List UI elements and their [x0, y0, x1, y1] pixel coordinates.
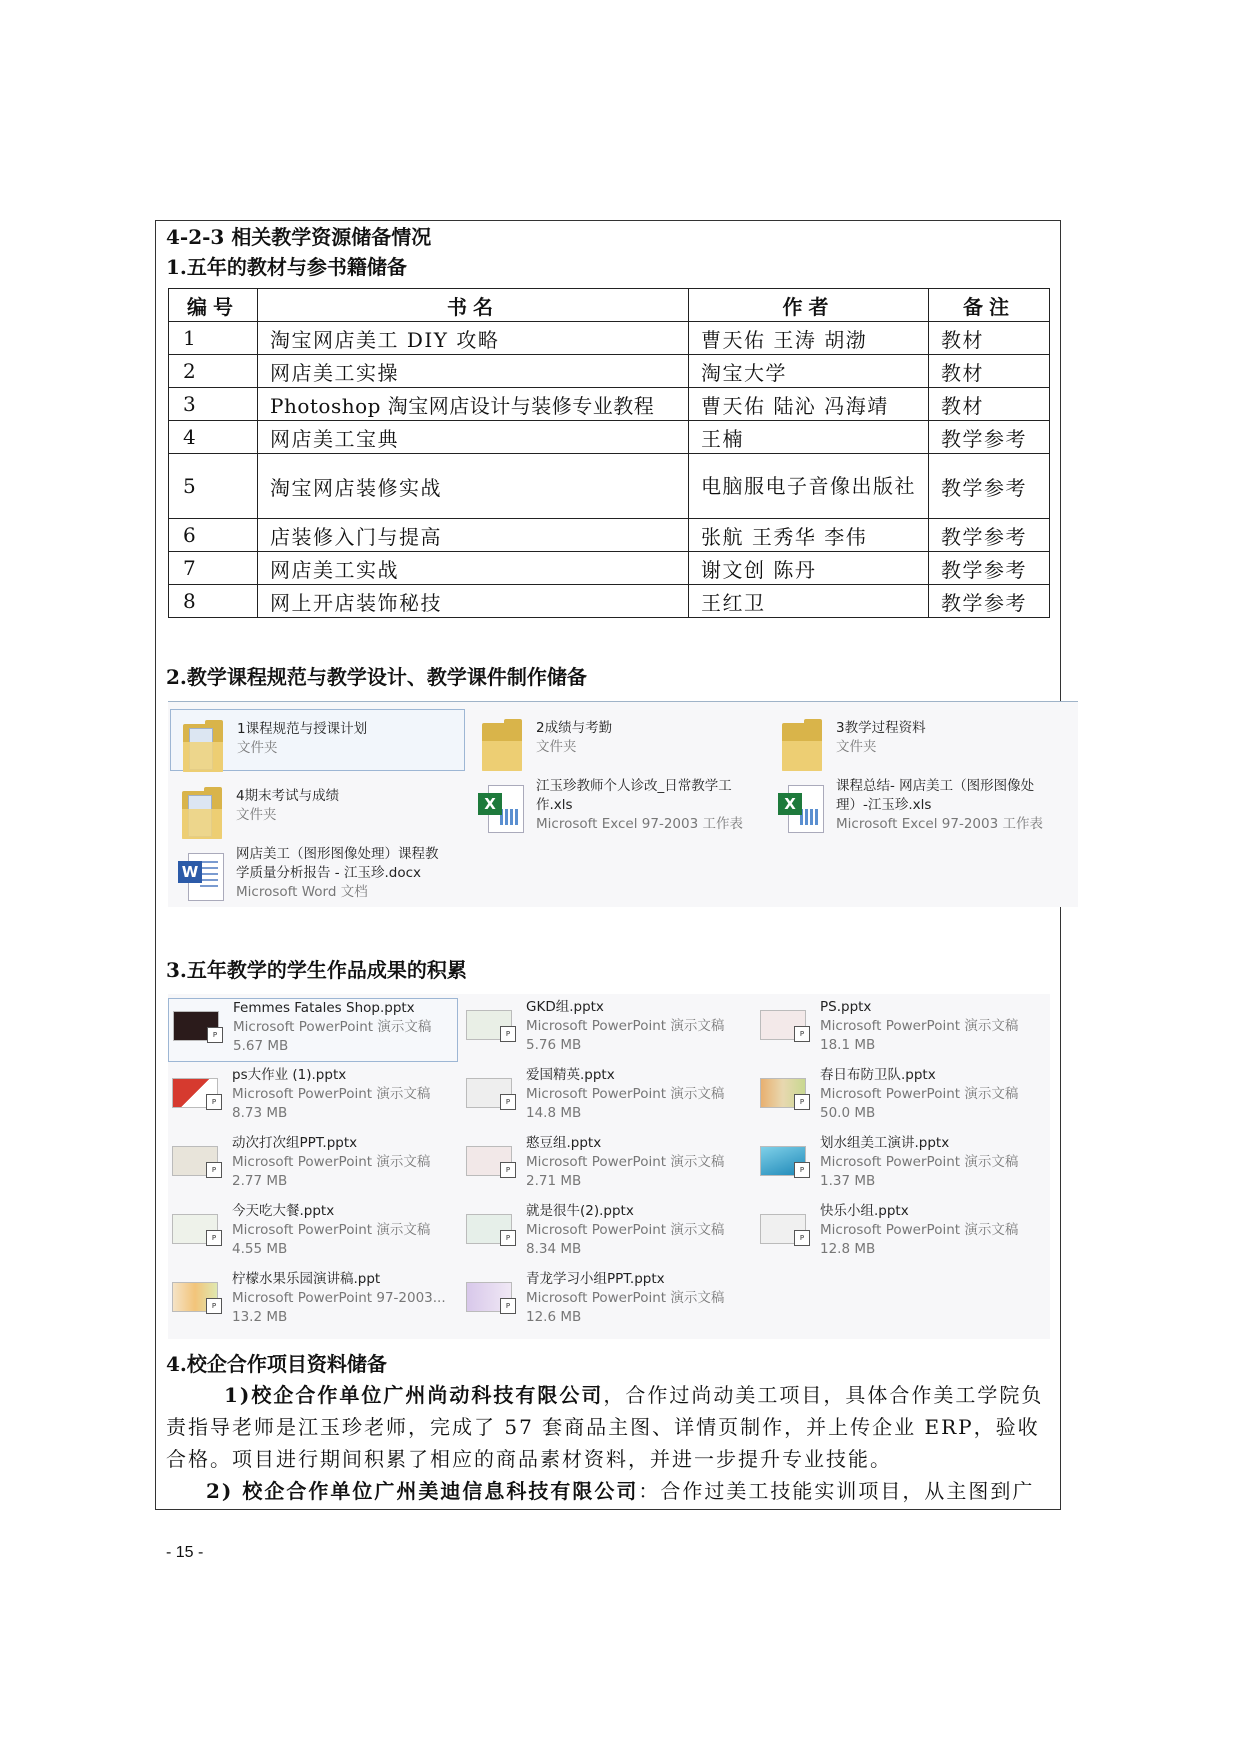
cell-number: 4 [169, 421, 258, 454]
file-name: 江玉珍教师个人诊改_日常教学工作.xls [536, 778, 732, 813]
file-type: Microsoft PowerPoint 97-2003... [232, 1290, 446, 1306]
file-type: Microsoft PowerPoint 演示文稿 [526, 1086, 725, 1102]
cell-author: 张航 王秀华 李伟 [689, 519, 929, 552]
file-type: 文件夹 [536, 739, 577, 755]
folder-icon [778, 717, 824, 773]
cell-number: 8 [169, 585, 258, 618]
books-table [168, 288, 1050, 618]
file-item[interactable] [470, 777, 763, 837]
file-type: Microsoft PowerPoint 演示文稿 [526, 1154, 725, 1170]
file-item[interactable] [170, 845, 463, 905]
paragraph-text: ：合作过美工技能实训项目，从主图到广 [638, 1479, 1035, 1503]
file-name: 青龙学习小组PPT.pptx [526, 1271, 665, 1287]
cell-title: 淘宝网店美工 DIY 攻略 [258, 322, 689, 355]
cell-title: 网店美工实战 [258, 552, 689, 585]
cell-author: 王楠 [689, 421, 929, 454]
folder-icon [178, 785, 224, 841]
file-type: Microsoft PowerPoint 演示文稿 [526, 1018, 725, 1034]
file-size: 13.2 MB [232, 1309, 288, 1325]
company-name: 2) 校企合作单位广州美迪信息科技有限公司 [206, 1479, 639, 1503]
section-title: 4-2-3 相关教学资源储备情况 [166, 225, 432, 249]
part4-title: 4.校企合作项目资料储备 [166, 1352, 387, 1376]
file-size: 12.6 MB [526, 1309, 582, 1325]
file-item[interactable] [168, 1202, 456, 1264]
table-header-row [169, 289, 1050, 322]
cell-note: 教学参考 [929, 421, 1050, 454]
file-type: Microsoft PowerPoint 演示文稿 [232, 1154, 431, 1170]
file-size: 14.8 MB [526, 1105, 582, 1121]
file-size: 8.73 MB [232, 1105, 288, 1121]
excel-icon: X [478, 785, 524, 835]
content-frame [155, 220, 1061, 1510]
file-item[interactable] [756, 1134, 1046, 1196]
file-explorer-student-works [168, 994, 1050, 1339]
file-name: 划水组美工演讲.pptx [820, 1135, 950, 1151]
file-size: 2.77 MB [232, 1173, 288, 1189]
file-name: 柠檬水果乐园演讲稿.ppt [232, 1271, 381, 1287]
file-type: Microsoft Word 文档 [236, 884, 368, 900]
file-item[interactable] [470, 709, 763, 769]
file-name: 就是很牛(2).pptx [526, 1203, 634, 1219]
table-row [169, 388, 1050, 421]
cell-number: 7 [169, 552, 258, 585]
file-type: Microsoft PowerPoint 演示文稿 [232, 1222, 431, 1238]
file-name: 2成绩与考勤 [536, 720, 613, 736]
cell-note: 教材 [929, 355, 1050, 388]
file-type: 文件夹 [237, 740, 278, 756]
table-row [169, 355, 1050, 388]
file-name: 4期末考试与成绩 [236, 788, 340, 804]
file-item[interactable] [756, 1202, 1046, 1264]
page-number: - 15 - [166, 1544, 204, 1561]
file-name: 快乐小组.pptx [820, 1203, 909, 1219]
file-item[interactable] [462, 998, 750, 1060]
cooperation-paragraph-1 [166, 1379, 1052, 1475]
cell-title: 网上开店装饰秘技 [258, 585, 689, 618]
ppt-thumbnail-icon: P [760, 1214, 810, 1246]
cell-number: 2 [169, 355, 258, 388]
file-name: PS.pptx [820, 999, 872, 1015]
ppt-thumbnail-icon: P [172, 1214, 222, 1246]
cell-note: 教学参考 [929, 585, 1050, 618]
cell-note: 教学参考 [929, 454, 1050, 519]
file-size: 12.8 MB [820, 1241, 876, 1257]
ppt-thumbnail-icon: P [466, 1214, 516, 1246]
file-type: Microsoft PowerPoint 演示文稿 [820, 1018, 1019, 1034]
part3-title: 3.五年教学的学生作品成果的积累 [166, 958, 467, 982]
excel-icon: X [778, 785, 824, 835]
cooperation-paragraph-2 [166, 1475, 1052, 1507]
file-item[interactable] [170, 709, 465, 771]
cell-number: 5 [169, 454, 258, 519]
ppt-thumbnail-icon: P [466, 1078, 516, 1110]
header-cell: 编号 [169, 289, 258, 322]
cell-author: 电脑服电子音像出版社 [689, 454, 929, 519]
table-row [169, 421, 1050, 454]
ppt-thumbnail-icon: P [466, 1282, 516, 1314]
cell-title: 网店美工实操 [258, 355, 689, 388]
cell-title: 店装修入门与提高 [258, 519, 689, 552]
file-type: Microsoft PowerPoint 演示文稿 [820, 1222, 1019, 1238]
file-size: 50.0 MB [820, 1105, 876, 1121]
part1-title: 1.五年的教材与参书籍储备 [166, 255, 407, 279]
file-item[interactable] [168, 1270, 456, 1332]
cell-author: 曹天佑 陆沁 冯海靖 [689, 388, 929, 421]
company-name: 1)校企合作单位广州尚动科技有限公司 [224, 1383, 604, 1407]
file-name: 课程总结- 网店美工（图形图像处理）-江玉珍.xls [836, 778, 1035, 813]
ppt-thumbnail-icon: P [172, 1282, 222, 1314]
table-row [169, 552, 1050, 585]
cell-author: 曹天佑 王涛 胡渤 [689, 322, 929, 355]
file-item[interactable] [770, 777, 1075, 837]
file-size: 1.37 MB [820, 1173, 876, 1189]
word-icon: W [178, 853, 224, 903]
table-row [169, 519, 1050, 552]
file-item[interactable] [462, 1066, 750, 1128]
file-name: 憨豆组.pptx [526, 1135, 602, 1151]
file-type: Microsoft PowerPoint 演示文稿 [233, 1019, 432, 1035]
file-item[interactable] [168, 998, 458, 1062]
file-name: GKD组.pptx [526, 999, 604, 1015]
file-name: 今天吃大餐.pptx [232, 1203, 335, 1219]
ppt-thumbnail-icon: P [466, 1010, 516, 1042]
folder-icon [179, 718, 225, 774]
file-name: ps大作业 (1).pptx [232, 1067, 347, 1083]
file-type: Microsoft Excel 97-2003 工作表 [836, 816, 1043, 832]
cell-author: 淘宝大学 [689, 355, 929, 388]
ppt-thumbnail-icon: P [172, 1146, 222, 1178]
file-item[interactable] [756, 1066, 1046, 1128]
file-size: 4.55 MB [232, 1241, 288, 1257]
file-type: Microsoft PowerPoint 演示文稿 [820, 1086, 1019, 1102]
table-row [169, 454, 1050, 519]
file-type: 文件夹 [236, 807, 277, 823]
file-size: 5.76 MB [526, 1037, 582, 1053]
ppt-thumbnail-icon: P [760, 1078, 810, 1110]
file-name: 网店美工（图形图像处理）课程教学质量分析报告 - 江玉珍.docx [236, 846, 439, 881]
ppt-thumbnail-icon: P [172, 1078, 222, 1110]
cell-number: 6 [169, 519, 258, 552]
file-type: Microsoft PowerPoint 演示文稿 [526, 1222, 725, 1238]
ppt-thumbnail-icon: P [760, 1010, 810, 1042]
file-item[interactable] [756, 998, 1046, 1060]
file-type: Microsoft PowerPoint 演示文稿 [820, 1154, 1019, 1170]
file-name: 动次打次组PPT.pptx [232, 1135, 358, 1151]
file-name: 3教学过程资料 [836, 720, 926, 736]
file-name: 1课程规范与授课计划 [237, 721, 368, 737]
file-size: 5.67 MB [233, 1038, 289, 1054]
cell-author: 王红卫 [689, 585, 929, 618]
paragraph-text: ，合作过尚动美工项目，具体合作美工学院负责指导老师是江玉珍老师，完成了 57 套商品主图、详情页制作，并上传企业 ERP，验收合格。项目进行期间积累了相应的商品素材资料，并进一步提升专业技能。 [166, 1383, 1044, 1471]
table-row [169, 322, 1050, 355]
file-item[interactable] [462, 1202, 750, 1264]
file-type: Microsoft PowerPoint 演示文稿 [526, 1290, 725, 1306]
file-item[interactable] [170, 777, 463, 837]
header-cell: 作者 [689, 289, 929, 322]
cell-note: 教学参考 [929, 552, 1050, 585]
file-item[interactable] [168, 1134, 456, 1196]
cell-note: 教材 [929, 388, 1050, 421]
header-cell: 书名 [258, 289, 689, 322]
folder-icon [478, 717, 524, 773]
file-item[interactable] [462, 1270, 750, 1332]
file-type: 文件夹 [836, 739, 877, 755]
cell-author: 谢文创 陈丹 [689, 552, 929, 585]
part2-title: 2.教学课程规范与教学设计、教学课件制作储备 [166, 665, 587, 689]
file-size: 2.71 MB [526, 1173, 582, 1189]
file-size: 18.1 MB [820, 1037, 876, 1053]
ppt-thumbnail-icon: P [760, 1146, 810, 1178]
file-item[interactable] [770, 709, 1070, 769]
table-row [169, 585, 1050, 618]
header-cell: 备注 [929, 289, 1050, 322]
cell-title: 网店美工宝典 [258, 421, 689, 454]
ppt-thumbnail-icon: P [173, 1011, 223, 1043]
file-type: Microsoft PowerPoint 演示文稿 [232, 1086, 431, 1102]
file-type: Microsoft Excel 97-2003 工作表 [536, 816, 743, 832]
file-name: 春日布防卫队.pptx [820, 1067, 936, 1083]
cell-number: 1 [169, 322, 258, 355]
file-item[interactable] [462, 1134, 750, 1196]
file-name: 爱国精英.pptx [526, 1067, 615, 1083]
file-name: Femmes Fatales Shop.pptx [233, 1000, 415, 1016]
cell-number: 3 [169, 388, 258, 421]
cell-title: 淘宝网店装修实战 [258, 454, 689, 519]
cell-note: 教材 [929, 322, 1050, 355]
file-size: 8.34 MB [526, 1241, 582, 1257]
ppt-thumbnail-icon: P [466, 1146, 516, 1178]
cell-note: 教学参考 [929, 519, 1050, 552]
file-item[interactable] [168, 1066, 456, 1128]
file-explorer-resources [168, 701, 1078, 907]
cell-title: Photoshop 淘宝网店设计与装修专业教程 [258, 388, 689, 421]
